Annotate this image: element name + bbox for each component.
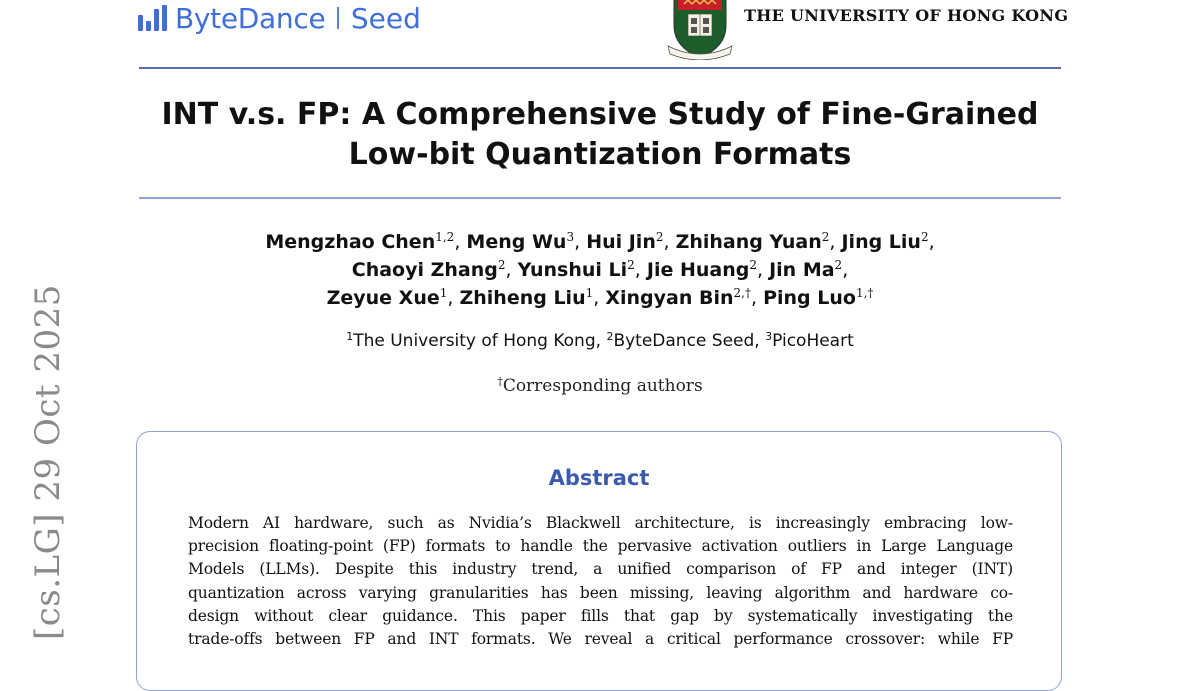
author-name: Zhihang Yuan: [675, 231, 822, 253]
abstract-body: [188, 512, 1013, 651]
hku-crest-icon: [664, 0, 736, 60]
author-name: Mengzhao Chen: [265, 231, 436, 253]
bytedance-seed-logo: [138, 0, 421, 36]
hku-logo: [664, 0, 1068, 60]
author-name: Yunshui Li: [517, 259, 628, 281]
author-affiliation-mark: 2: [749, 258, 757, 272]
abstract-line: design without clear guidance. This paper fills that gap by systematically investigating the: [188, 606, 1013, 625]
affiliation-number: 1: [346, 330, 354, 343]
author-name: Xingyan Bin: [605, 287, 734, 309]
author-list: [139, 228, 1061, 312]
author-affiliation-mark: 2: [920, 230, 929, 244]
affiliation-name: PicoHeart: [772, 331, 854, 351]
author-affiliation-mark: 2: [821, 230, 830, 244]
corresponding-mark: †: [497, 375, 503, 388]
author-affiliation-mark: 2,†: [733, 286, 751, 300]
arxiv-stamp: [cs.LG] 29 Oct 2025: [28, 284, 68, 640]
author-affiliation-mark: 2: [834, 258, 843, 272]
abstract-line: quantization across varying granularities has been missing, leaving algorithm and hardware co-: [188, 583, 1013, 602]
logo-divider: [337, 7, 339, 29]
header-rule: [139, 67, 1061, 69]
author-name: Jin Ma: [769, 259, 835, 281]
author-affiliation-mark: 2: [497, 258, 506, 272]
affiliation-number: 3: [765, 330, 773, 343]
author-name: Hui Jin: [586, 231, 656, 253]
author-name: Zhiheng Liu: [459, 287, 586, 309]
author-affiliation-mark: 2: [655, 230, 664, 244]
bytedance-brand-text: ByteDance: [175, 1, 326, 35]
affiliation-name: The University of Hong Kong: [353, 331, 596, 351]
author-name: Jie Huang: [646, 259, 750, 281]
corresponding-text: Corresponding authors: [502, 376, 703, 396]
hku-name-text: THE UNIVERSITY OF HONG KONG: [744, 6, 1069, 25]
author-affiliation-mark: 1,†: [855, 286, 874, 300]
author-line-1: Mengzhao Chen$^{1,2}$, Meng Wu$^3$, Hui Jin$^2$, Zhihang Yuan$^2$, Jing Liu$^2$,: [265, 230, 935, 253]
paper-title-line-2: Low-bit Quantization Formats: [348, 137, 852, 172]
abstract-line: Models (LLMs). Despite this industry trend, a unified comparison of FP and integer (INT): [188, 560, 1013, 579]
author-affiliation-mark: 1,2: [435, 230, 455, 244]
author-name: Chaoyi Zhang: [351, 259, 498, 281]
bytedance-bars-icon: [138, 5, 167, 31]
abstract-box: [136, 431, 1062, 691]
author-name: Zeyue Xue: [326, 287, 440, 309]
abstract-line: Modern AI hardware, such as Nvidia’s Blackwell architecture, is increasingly embracing low-: [188, 514, 1013, 532]
author-affiliation-mark: 2: [627, 258, 635, 272]
author-name: Meng Wu: [466, 231, 567, 253]
abstract-line: precision floating-point (FP) formats to handle the pervasive activation outliers in Large Language: [188, 537, 1013, 556]
author-affiliation-mark: 1: [439, 286, 448, 300]
affiliation-name: ByteDance Seed: [613, 331, 755, 351]
paper-title: [139, 95, 1061, 175]
author-line-2: Chaoyi Zhang$^2$, Yunshui Li$^2$, Jie Huang$^2$, Jin Ma$^2$,: [351, 258, 849, 281]
author-name: Jing Liu: [841, 231, 921, 253]
author-affiliation-mark: 1: [585, 286, 594, 300]
abstract-heading: Abstract: [548, 466, 650, 490]
abstract-line: trade-offs between FP and INT formats. We reveal a critical performance crossover: while FP: [188, 630, 1013, 649]
title-rule: [139, 197, 1061, 199]
affiliation-number: 2: [606, 330, 614, 343]
author-affiliation-mark: 3: [566, 230, 575, 244]
corresponding-note: [139, 376, 1061, 396]
paper-title-line-1: INT v.s. FP: A Comprehensive Study of Fine-Grained: [161, 97, 1039, 132]
author-name: Ping Luo: [763, 287, 856, 309]
affiliation-list: $^1$The University of Hong Kong, $^2$ByteDance Seed, $^3$PicoHeart: [346, 330, 854, 351]
seed-brand-text: Seed: [350, 1, 421, 35]
author-line-3: Zeyue Xue$^1$, Zhiheng Liu$^1$, Xingyan Bin$^{2,\dagger}$, Ping Luo$^{1,\dagger}$: [326, 286, 874, 309]
